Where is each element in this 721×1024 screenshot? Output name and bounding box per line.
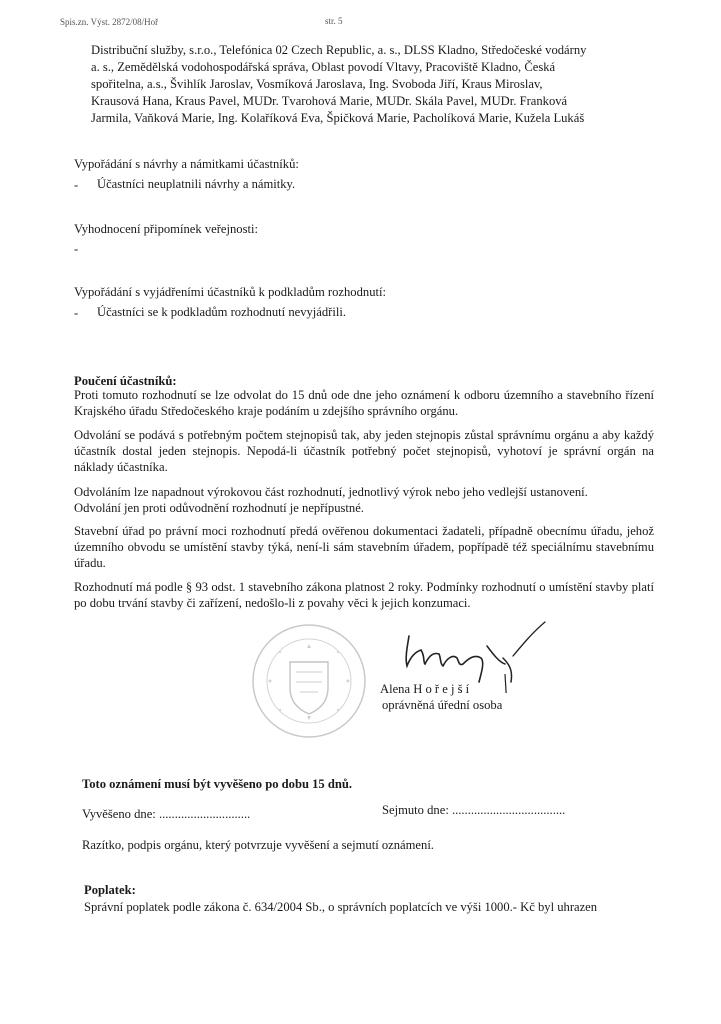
instructions-paragraph: Odvoláním lze napadnout výrokovou část rozhodnutí, jednotlivý výrok nebo jeho vedlejší ustanovení.: [74, 485, 588, 499]
instructions-paragraph: Odvolání jen proti odůvodnění rozhodnutí je nepřípustné.: [74, 501, 364, 515]
instructions-paragraph: Rozhodnutí má podle § 93 odst. 1 stavebního zákona platnost 2 roky. Podmínky rozhodnutí o umístění stavby platí po dobu trvání stavby či zařízení, nedošlo-li z povahy věci k jejich konzumaci.: [74, 580, 654, 610]
statements-result: Účastníci se k podkladům rozhodnutí nevyjádřili.: [97, 305, 347, 319]
instructions-paragraph: Stavební úřad po právní moci rozhodnutí předá ověřenou dokumentaci žadateli, případně obecnímu úřadu, jehož územního obvodu se umístění stavby týká, není-li sám stavebním úřadem, popřípadě též speciálnímu stavebnímu úřadu.: [74, 524, 654, 570]
section-heading-objections: Vypořádání s návrhy a námitkami účastníků:: [74, 157, 299, 171]
stamp-signature-note: Razítko, podpis orgánu, který potvrzuje vyvěšení a sejmutí oznámení.: [82, 838, 434, 852]
list-dash: -: [74, 306, 79, 320]
fee-heading: Poplatek:: [84, 883, 136, 897]
participants-line: Jarmila, Vaňková Marie, Ing. Kolaříková Eva, Špičková Marie, Pacholíková Marie, Kužela Lukáš: [91, 111, 585, 125]
list-dash: -: [74, 178, 79, 192]
posted-date-field: Vyvěšeno dne: .............................: [82, 807, 251, 821]
section-heading-public-comments: Vyhodnocení připomínek veřejnosti:: [74, 222, 258, 236]
participants-line: spořitelna, a.s., Švihlík Jaroslav, Vosmíková Jaroslava, Ing. Svoboda Jiří, Kraus Miroslav,: [91, 77, 543, 91]
objections-result: Účastníci neuplatnili návrhy a námitky.: [97, 177, 296, 191]
removed-date-field: Sejmuto dne: ....................................: [382, 803, 566, 817]
participants-line: Krausová Hana, Kraus Pavel, MUDr. Tvarohová Marie, MUDr. Skála Pavel, MUDr. Franková: [91, 94, 568, 108]
instructions-paragraph: Odvolání se podává s potřebným počtem stejnopisů tak, aby jeden stejnopis zůstal správnímu orgánu a aby každý účastník dostal jeden stejnopis. Nepodá-li účastník potřebný počet stejnopisů, vyhotoví je správní orgán na náklady účastníka.: [74, 428, 654, 474]
signatory-role: oprávněná úřední osoba: [382, 698, 503, 712]
instructions-paragraph: Proti tomuto rozhodnutí se lze odvolat do 15 dnů ode dne jeho oznámení k odboru územního a stavebního řízení Krajského úřadu Středočeského kraje podáním u zdejšího správního orgánu.: [74, 388, 654, 418]
fee-text: Správní poplatek podle zákona č. 634/2004 Sb., o správních poplatcích ve výši 1000.- Kč byl uhrazen: [84, 900, 598, 914]
file-reference: Spis.zn. Výst. 2872/08/Hoř: [60, 17, 159, 27]
section-heading-statements: Vypořádání s vyjádřeními účastníků k podkladům rozhodnutí:: [74, 285, 386, 299]
posting-notice: Toto oznámení musí být vyvěšeno po dobu 15 dnů.: [82, 777, 353, 791]
page-number: str. 5: [325, 16, 343, 26]
participants-line: a. s., Zemědělská vodohospodářská správa, Oblast povodí Vltavy, Pracoviště Kladno, Česká: [91, 60, 556, 74]
signatory-name: Alena H o ř e j š í: [380, 682, 470, 696]
list-dash: -: [74, 242, 79, 256]
participants-line: Distribuční služby, s.r.o., Telefónica 02 Czech Republic, a. s., DLSS Kladno, Středočeské vodárny: [91, 43, 587, 57]
instructions-heading: Poučení účastníků:: [74, 374, 177, 388]
official-stamp-icon: [250, 622, 368, 740]
